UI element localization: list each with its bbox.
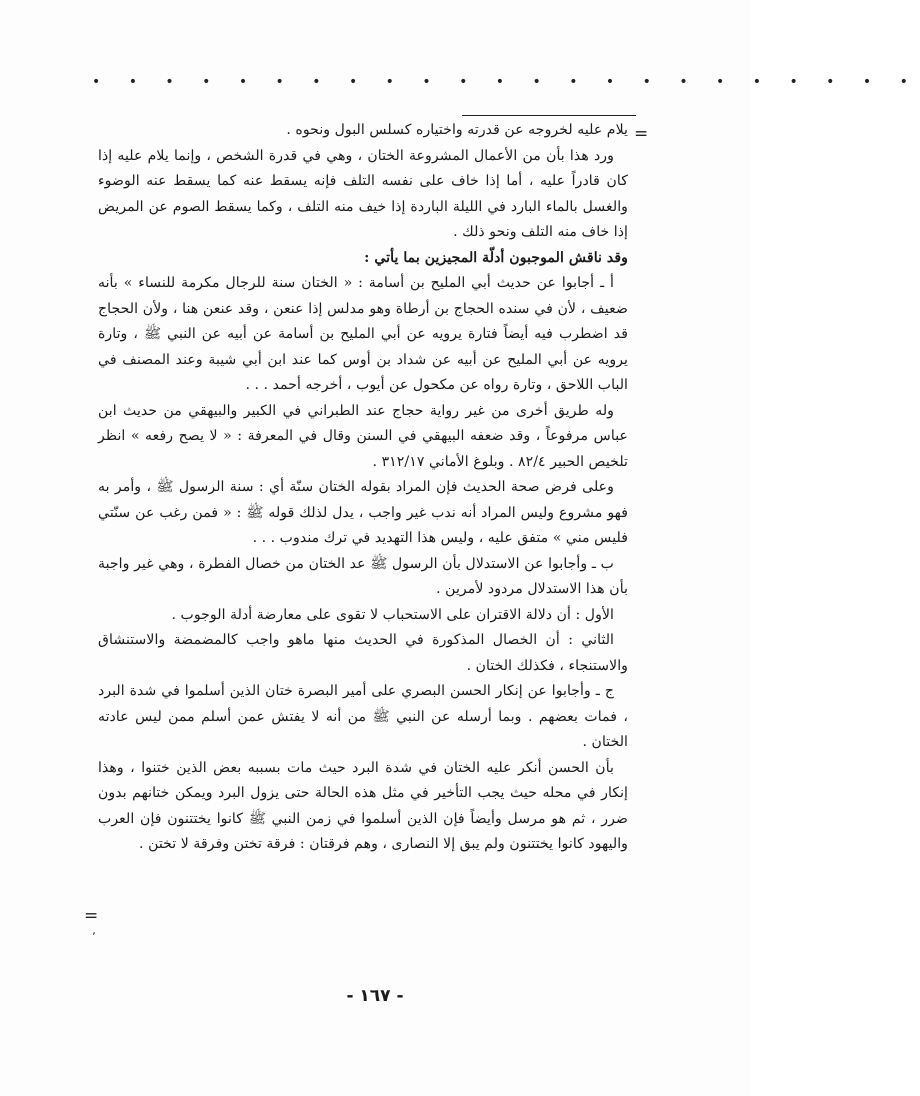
paragraph-11: بأن الحسن أنكر عليه الختان في شدة البرد حيث مات بسببه بعض الذين ختنوا ، وهذا إنكار في محله حيث يجب التأخير في مثل هذه الحالة حتى يزول البرد ويمكن ختانهم بدون ضرر ، ثم هو مرسل وأيضاً فإن الذين أسلموا في زمن النبي ﷺ كانوا يختتنون فإن العرب واليهود كانوا يختتنون ولم يبق إلا النصارى ، وهم فرقتان : فرقة تختن وفرقة لا تختن . [98,759,628,852]
paragraph-2: ورد هذا بأن من الأعمال المشروعة الختان ، وهي في قدرة الشخص ، وإنما يلام عليه إذا كان قادراً عليه ، أما إذا خاف على نفسه التلف فإنه يسقط عنه كما يسقط عنه الوضوء والغسل بالماء البارد في الليلة الباردة إذا خيف منه التلف ، وكما يسقط الصوم عن المريض إذا خاف منه التلف ونحو ذلك . [98,147,628,240]
paragraph-7: ب ـ وأجابوا عن الاستدلال بأن الرسول ﷺ عد الختان من خصال الفطرة ، وهي غير واجبة بأن هذا الاستدلال مردود لأمرين . [98,555,628,597]
separator-dots: • • • • • • • • • • • • • • • • • • • • • • • [92,74,920,90]
continuation-mark-top: = [634,124,649,144]
paragraph-10: ج ـ وأجابوا عن إنكار الحسن البصري على أمير البصرة ختان الذين أسلموا في شدة البرد ، فمات بعضهم . وبما أرسله عن النبي ﷺ من أنه لا يفتش عمن أسلم ممن ليس عادته الختان . [98,683,628,750]
page-number: - ١٦٧ - [346,986,404,1006]
paragraph-8: الأول : أن دلالة الاقتران على الاستحباب لا تقوى على معارضة أدلة الوجوب . [171,606,614,623]
paragraph-4: أ ـ أجابوا عن حديث أبي المليح بن أسامة : « الختان سنة للرجال مكرمة للنساء » بأنه ضعيف ، لأن في سنده الحجاج بن أرطاة وهو مدلس إذا عنعن ، وقد عنعن هنا ، ولأن الحجاج قد اضطرب فيه أيضاً فتارة يرويه عن أبي المليح بن أسامة عن أبيه عن النبي ﷺ ، وتارة يرويه عن أبي المليح عن أبيه عن شداد بن أوس كما عند ابن أبي شيبة وعند المصنف في الباب اللاحق ، وتارة رواه عن مكحول عن أيوب ، أخرجه أحمد . . . [98,275,628,393]
paragraph-5: وله طريق أخرى من غير رواية حجاج عند الطبراني في الكبير والبيهقي من حديث ابن عباس مرفوعاً ، وقد ضعفه البيهقي في السنن وقال في المعرفة : « لا يصح رفعه » انظر تلخيص الحبير ٨٢/٤ . وبلوغ الأماني ٣١٢/١٧ . [98,402,628,470]
footnote-rule [462,115,636,116]
paragraph-1: يلام عليه لخروجه عن قدرته واختياره كسلس البول ونحوه . [286,122,628,138]
paragraph-9: الثاني : أن الخصال المذكورة في الحديث منها ماهو واجب كالمضمضة والاستنشاق والاستنجاء ، فكذلك الختان . [98,632,628,674]
footnote-body [98,118,628,858]
paragraph-6: وعلى فرض صحة الحديث فإن المراد بقوله الختان سنّة أي : سنة الرسول ﷺ ، وأمر به فهو مشروع وليس المراد أنه ندب غير واجب ، يدل لذلك قوله ﷺ : « فمن رغب عن سنّتي فليس مني » متفق عليه ، وليس هذا التهديد في ترك مندوب . . . [98,479,628,546]
small-mark: ٬ [92,930,96,944]
paragraph-3-heading: وقد ناقش الموجبون أدلّة المجيزين بما يأتي : [364,249,628,266]
continuation-mark-bottom: = [84,906,99,926]
